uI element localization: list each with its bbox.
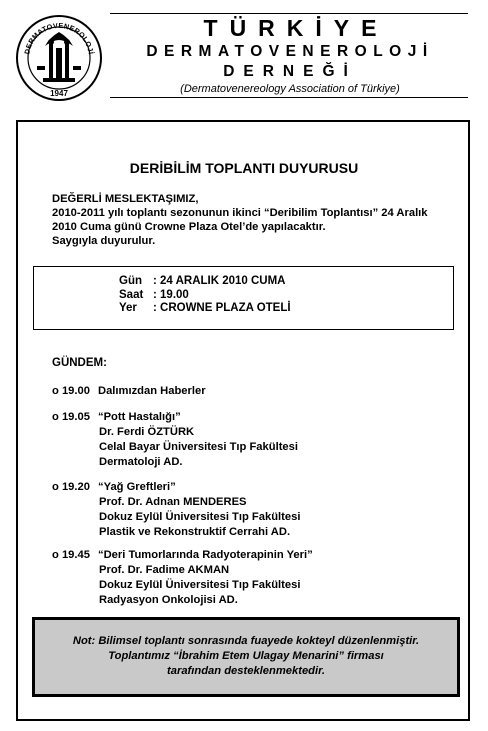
association-logo: [15, 14, 103, 102]
agenda-item-4: [52, 548, 313, 608]
note-line-2: Toplantımız “İbrahim Etem Ulagay Menarini” firması: [108, 650, 384, 662]
detail-row-place: [119, 302, 291, 316]
header-english-name: (Dermatovenereology Association of Türkiye): [180, 83, 400, 95]
agenda-item-2: [52, 410, 298, 470]
header-bottom-rule: [110, 97, 468, 98]
header-field: DERMATOVENEROLOJİ: [146, 43, 434, 60]
note-line-3: tarafından desteklenmektedir.: [167, 665, 325, 677]
speaker-department: Radyasyon Onkolojisi AD.: [99, 594, 238, 606]
agenda-item-3: [52, 480, 300, 540]
speaker-name: Dr. Ferdi ÖZTÜRK: [99, 426, 195, 438]
agenda-title: “Pott Hastalığı”: [98, 411, 181, 423]
event-details-box: [33, 266, 454, 330]
detail-label: Saat: [119, 288, 144, 301]
agenda-title: Dalımızdan Haberler: [98, 385, 206, 397]
note-line-1: Not: Bilimsel toplantı sonrasında fuayede kokteyl düzenlenmiştir.: [72, 635, 420, 647]
detail-label: Yer: [119, 302, 137, 314]
detail-value: : 24 ARALIK 2010 CUMA: [153, 275, 286, 287]
detail-value: : CROWNE PLAZA OTELİ: [153, 302, 291, 314]
header-association: DERNEĞİ: [223, 63, 357, 80]
body-line-1: 2010-2011 yılı toplantı sezonunun ikinci “Deribilim Toplantısı” 24 Aralık: [52, 207, 428, 219]
detail-row-time: [119, 289, 291, 303]
agenda-title: “Yağ Greftleri”: [98, 481, 176, 493]
announcement-body: [52, 192, 428, 248]
detail-label: Gün: [119, 275, 142, 287]
speaker-institution: Dokuz Eylül Üniversitesi Tıp Fakültesi: [99, 579, 301, 591]
agenda-time: o 19.05: [52, 411, 90, 423]
body-line-2: 2010 Cuma günü Crowne Plaza Otel’de yapılacaktır.: [52, 221, 326, 233]
logo-ring-text: DERMATOVENEROLOJİ: [22, 20, 96, 56]
agenda-heading: GÜNDEM:: [52, 357, 107, 369]
detail-value: : 19.00: [153, 288, 189, 301]
event-details-table: [119, 275, 291, 316]
speaker-institution: Celal Bayar Üniversitesi Tıp Fakültesi: [99, 441, 298, 453]
agenda-time: o 19.00: [52, 385, 90, 397]
speaker-department: Dermatoloji AD.: [99, 456, 183, 468]
speaker-name: Prof. Dr. Adnan MENDERES: [99, 496, 247, 508]
sponsor-note: [32, 617, 460, 697]
logo-emblem: [37, 32, 81, 82]
speaker-name: Prof. Dr. Fadime AKMAN: [99, 564, 230, 576]
agenda-title: “Deri Tumorlarında Radyoterapinin Yeri”: [98, 549, 313, 561]
speaker-institution: Dokuz Eylül Üniversitesi Tıp Fakültesi: [99, 511, 301, 523]
speaker-department: Plastik ve Rekonstruktif Cerrahi AD.: [99, 526, 291, 538]
agenda-item-1: [52, 384, 206, 399]
header-top-rule: [110, 13, 468, 14]
header-country: TÜRKİYE: [203, 15, 389, 41]
announcement-title: DERİBİLİM TOPLANTI DUYURUSU: [129, 160, 359, 176]
logo-year: 1947: [50, 89, 68, 98]
agenda-time: o 19.20: [52, 481, 90, 493]
agenda-time: o 19.45: [52, 549, 90, 561]
closing: Saygıyla duyurulur.: [52, 235, 156, 247]
greeting: DEĞERLİ MESLEKTAŞIMIZ,: [52, 193, 199, 205]
detail-row-date: [119, 275, 291, 289]
